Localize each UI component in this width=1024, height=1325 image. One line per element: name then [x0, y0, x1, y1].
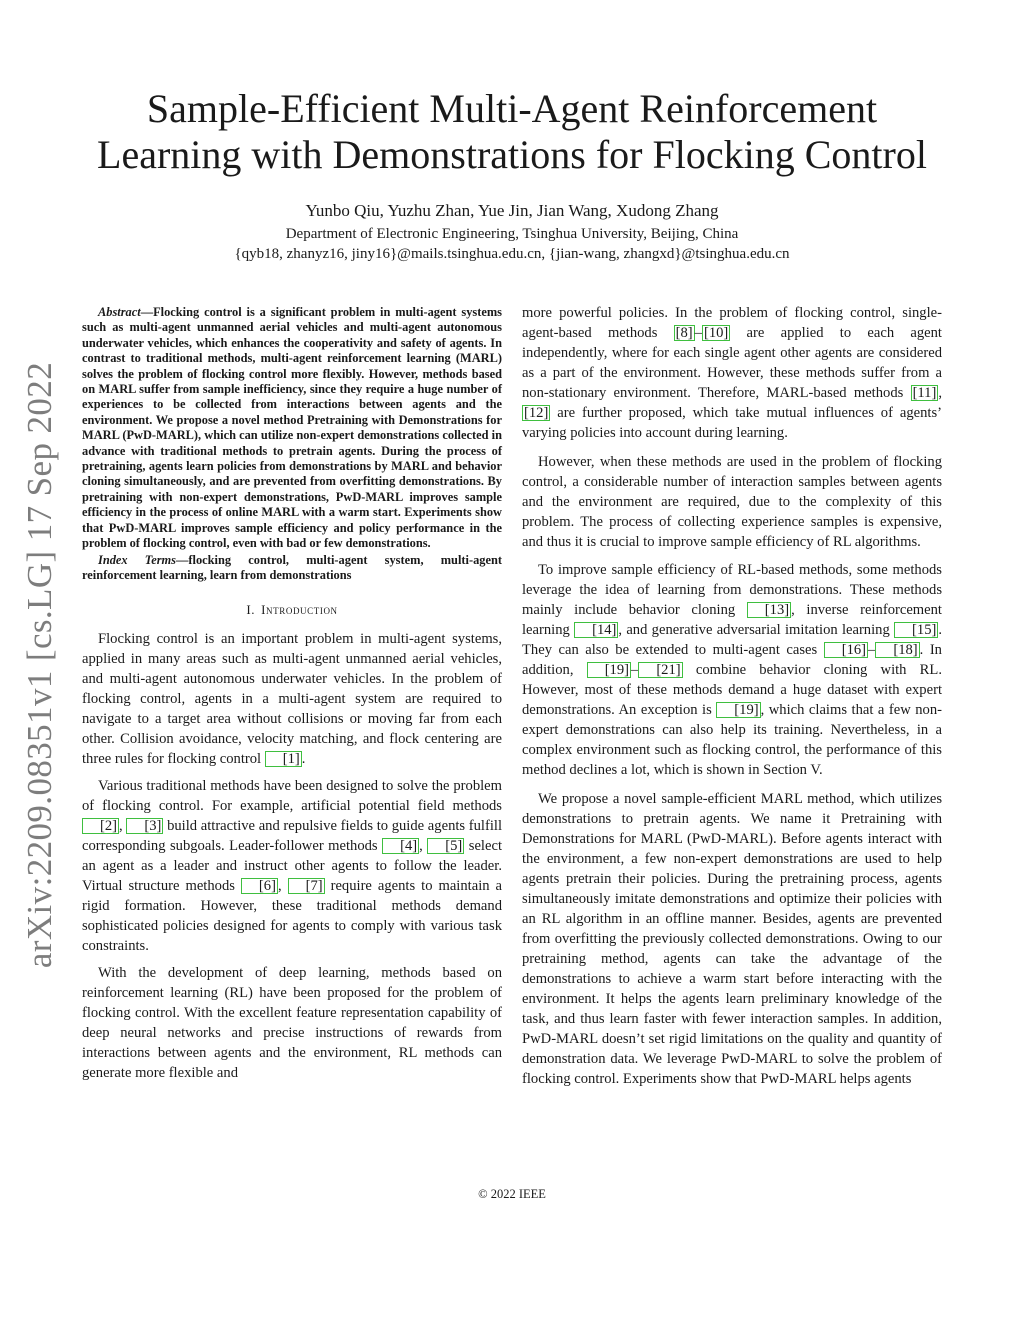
citation-link[interactable]: [10]: [703, 325, 729, 341]
citation-link[interactable]: [11]: [912, 385, 937, 401]
citation-link[interactable]: [21]: [638, 662, 682, 678]
right-column: [522, 303, 942, 1097]
citation-link[interactable]: [5]: [427, 838, 464, 854]
section-title: Introduction: [261, 602, 338, 618]
citation-link[interactable]: [4]: [382, 838, 419, 854]
section-number: I.: [246, 602, 256, 618]
index-terms-label: Index Terms: [98, 552, 177, 567]
citation-link[interactable]: [15]: [894, 622, 938, 638]
arxiv-id: arXiv:2209.08351v1 [cs.LG] 17 Sep 2022: [20, 361, 59, 969]
citation-link[interactable]: [3]: [126, 818, 163, 834]
citation-link[interactable]: [13]: [747, 602, 791, 618]
left-column: [82, 305, 502, 1090]
intro-paragraph-2: Various traditional methods have been designed to solve the problem of flocking control. For example, artificial potential field methods [2] , [3] build attractive and repulsive fields to guide agents fulfill corresponding subgoals. Leader-follower methods [4] , [5] select an agent as a leader and instruct other agents to follow the leader. Virtual structure methods [6] , [7] require agents to maintain a rigid formation. However, these traditional methods demand sophisticated policies designed for agents to comply with various task constraints.: [82, 778, 503, 955]
intro-paragraph-4: more powerful policies. In the problem of flocking control, single-agent-based methods [8] – [10] are applied to each agent independently, where for each single agent other agents are considered as a part of the environment. However, these methods suffer from a non-stationary environment. Therefore, MARL-based methods [11] , [12] are further proposed, which take mutual influences of agents’ varying policies into account during learning.: [522, 305, 942, 441]
citation-link[interactable]: [16]: [824, 642, 868, 658]
authors: Yunbo Qiu, Yuzhu Zhan, Yue Jin, Jian Wang, Xudong Zhang: [305, 201, 719, 220]
index-terms-text: flocking control, multi-agent system, multi-agent reinforcement learning, learn from demonstrations: [82, 552, 502, 582]
citation-link[interactable]: [8]: [675, 325, 693, 341]
paper-title: [40, 86, 984, 178]
citation-link[interactable]: [1]: [265, 751, 302, 767]
intro-paragraph-7: We propose a novel sample-efficient MARL method, which utilizes demonstrations to pretrain agents. We name it Pretraining with Demonstrations for MARL (PwD-MARL). Before agents interact with the environment, a few non-expert demonstrations are used to help agents pretrain their policies. During the pretraining process, agents simultaneously imitate demonstrations and optimize their policies with an RL algorithm in an offline manner. Besides, agents are prevented from overfitting the previously collected demonstrations. Owing to our pretraining method, agents can take the advantage of the demonstrations to achieve a warm start before interacting with the environment. It helps the agents learn preliminary knowledge of the task, and thus learn faster with fewer interaction samples. In addition, PwD-MARL doesn’t set rigid limitations on the quality and quantity of demonstration data. We leverage PwD-MARL to solve the problem of flocking control. Experiments show that PwD-MARL helps agents: [522, 790, 942, 1087]
citation-link[interactable]: [2]: [82, 818, 119, 834]
intro-paragraph-3: With the development of deep learning, methods based on reinforcement learning (RL) have been proposed for the problem of flocking control. With the excellent feature representation capability of deep neural networks and precise instructions of rewards from interactions between agents and the environment, RL methods can generate more flexible and: [82, 965, 502, 1082]
copyright-footer: © 2022 IEEE: [478, 1187, 546, 1201]
emails: {qyb18, zhanyz16, jiny16}@mails.tsinghua.edu.cn, {jian-wang, zhangxd}@tsinghua.edu.cn: [234, 246, 790, 262]
citation-link[interactable]: [18]: [875, 642, 919, 658]
abstract: Abstract—Flocking control is a significant problem in multi-agent systems such as multi-agent unmanned aerial vehicles and multi-agent autonomous underwater vehicles, which enhances the cooperativity and safety of agents. In contrast to traditional methods, multi-agent reinforcement learning (MARL) solves the problem of flocking control more flexibly. However, methods based on MARL suffer from sample inefficiency, since they require a huge number of experiences to be collected from interactions between agents and the environment. We propose a novel method Pretraining with Demonstrations for MARL (PwD-MARL), which can utilize non-expert demonstrations collected in advance with traditional methods to pretrain agents. During the process of pretraining, agents learn policies from demonstrations by MARL and behavior cloning simultaneously, and are prevented from overfitting demonstrations. By pretraining with non-expert demonstrations, PwD-MARL improves sample efficiency in the process of online MARL with a warm start. Experiments show that PwD-MARL improves sample efficiency and policy performance in the problem of flocking control, even with bad or few demonstrations.: [82, 305, 502, 551]
intro-paragraph-1: Flocking control is an important problem in multi-agent systems, applied in many areas such as multi-agent unmanned aerial vehicles, and multi-agent autonomous underwater vehicles. In the problem of flocking control, agents in a multi-agent system are required to navigate to a target area without collisions or moving far from each other. Collision avoidance, velocity matching, and flock centering are three rules for flocking control [1] .: [82, 631, 502, 768]
abstract-label: Abstract: [98, 305, 141, 319]
intro-paragraph-6: To improve sample efficiency of RL-based methods, some methods leverage the idea of learning from demonstrations. These methods mainly include behavior cloning [13] , inverse reinforcement learning [14] , and generative adversarial imitation learning [15] . They can also be extended to multi-agent cases [16] – [18] . In addition, [19] – [21] combine behavior cloning with RL. However, most of these methods demand a huge dataset with expert demonstrations. An exception is [19] , which claims that a few non-expert demonstrations can also help its training. Nevertheless, in a complex environment such as flocking control, the performance of this method declines a lot, which is shown in Section V.: [522, 562, 943, 778]
title-line-1: Sample-Efficient Multi-Agent Reinforcement: [146, 86, 878, 131]
title-line-2: Learning with Demonstrations for Flocking Control: [97, 132, 927, 177]
affiliation: Department of Electronic Engineering, Tsinghua University, Beijing, China: [285, 226, 739, 242]
intro-paragraph-5: However, when these methods are used in the problem of flocking control, a considerable number of interaction samples between agents and the environment are required, due to the complexity of this problem. The process of collecting experience samples is expensive, and thus it is crucial to improve sample efficiency of RL algorithms.: [522, 453, 942, 550]
citation-link[interactable]: [14]: [574, 622, 618, 638]
citation-link[interactable]: [6]: [241, 878, 278, 894]
section-heading-introduction: [82, 602, 502, 618]
citation-link[interactable]: [12]: [524, 405, 549, 421]
citation-link[interactable]: [7]: [288, 878, 325, 894]
citation-link[interactable]: [19]: [587, 662, 631, 678]
abstract-text: Flocking control is a significant problem in multi-agent systems such as multi-agent unmanned aerial vehicles and multi-agent autonomous underwater vehicles, which enhances the cooperativity and safety of agents. In contrast to traditional methods, multi-agent reinforcement learning (MARL) solves the problem of flocking control more flexibly. However, methods based on MARL suffer from sample inefficiency, since they require a huge number of experiences to be collected from interactions between agents and the environment. We propose a novel method Pretraining with Demonstrations for MARL (PwD-MARL), which can utilize non-expert demonstrations collected in advance with traditional methods to pretrain agents. During the process of pretraining, agents learn policies from demonstrations by MARL and behavior cloning simultaneously, and are prevented from overfitting demonstrations. By pretraining with non-expert demonstrations, PwD-MARL improves sample efficiency in the process of online MARL with a warm start. Experiments show that PwD-MARL improves sample efficiency and policy performance in the problem of flocking control, even with bad or few demonstrations.: [82, 305, 502, 551]
arxiv-stamp: [14, 355, 66, 975]
index-terms: Index Terms—flocking control, multi-agent system, multi-agent reinforcement learning, learn from demonstrations: [82, 552, 502, 582]
citation-link[interactable]: [19]: [716, 702, 760, 718]
